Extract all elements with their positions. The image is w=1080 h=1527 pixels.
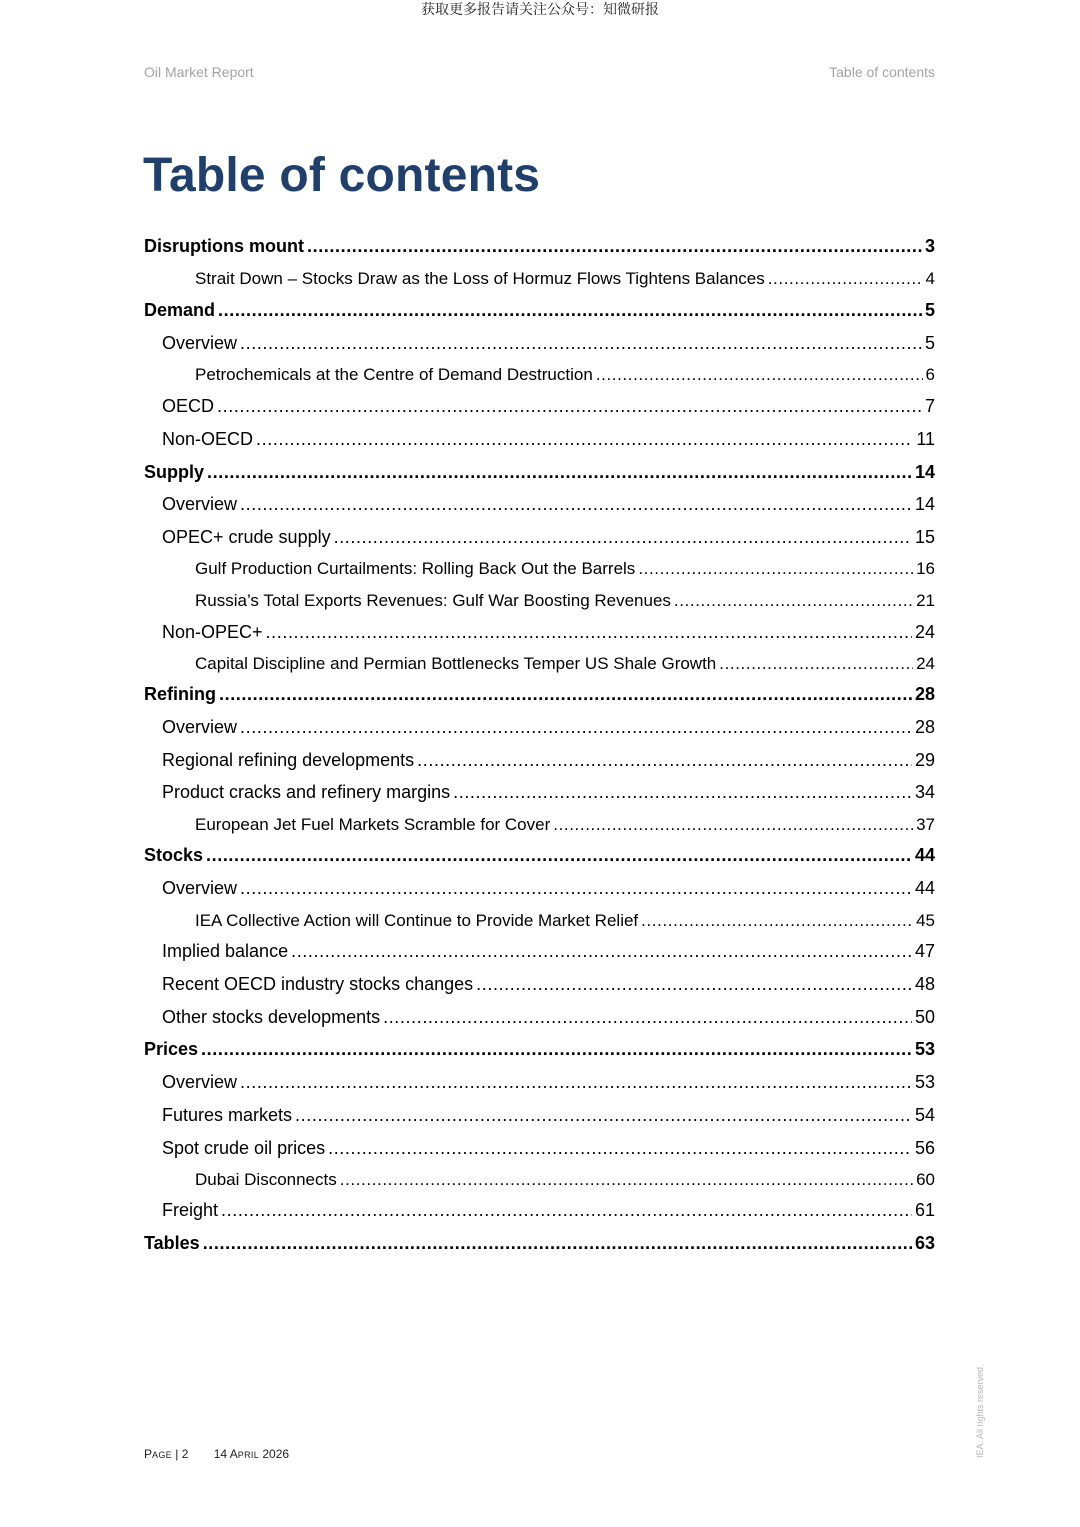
toc-entry-title: Demand — [144, 300, 216, 320]
toc-entry[interactable] — [144, 591, 935, 611]
footer-date: 14 APRIL 2026 — [213, 1447, 290, 1461]
toc-dot-leader — [240, 494, 912, 515]
toc-entry-title: Gulf Production Curtailments: Rolling Back Out the Barrels — [195, 559, 636, 578]
toc-entry-title: European Jet Fuel Markets Scramble for Cover — [195, 815, 551, 834]
toc-entry[interactable] — [144, 396, 935, 417]
toc-entry-title: Tables — [144, 1233, 200, 1253]
toc-entry[interactable] — [144, 845, 935, 866]
toc-entry-title: Disruptions mount — [144, 236, 304, 256]
toc-entry-page-number: 44 — [914, 845, 935, 865]
toc-entry-title: Petrochemicals at the Centre of Demand Destruction — [195, 365, 593, 384]
toc-dot-leader — [295, 1105, 912, 1126]
page-title: Table of contents — [143, 149, 541, 202]
toc-entry[interactable] — [144, 717, 935, 738]
toc-dot-leader — [201, 1039, 912, 1060]
toc-dot-leader — [219, 684, 912, 705]
toc-entry[interactable] — [144, 750, 935, 771]
toc-entry[interactable] — [144, 815, 935, 835]
toc-entry-page-number: 37 — [916, 815, 935, 834]
toc-entry-page-number: 3 — [924, 236, 935, 256]
toc-entry-page-number: 34 — [914, 782, 935, 802]
toc-dot-leader — [240, 717, 912, 738]
toc-entry[interactable] — [144, 1138, 935, 1159]
toc-entry-title: Overview — [162, 1072, 238, 1092]
toc-entry-page-number: 14 — [914, 494, 935, 514]
toc-dot-leader — [638, 559, 913, 579]
toc-entry[interactable] — [144, 941, 935, 962]
toc-entry-page-number: 47 — [914, 941, 935, 961]
toc-entry-title: Implied balance — [162, 941, 289, 961]
toc-dot-leader — [206, 845, 912, 866]
toc-entry-title: Stocks — [144, 845, 204, 865]
toc-entry-title: Russia’s Total Exports Revenues: Gulf War Boosting Revenues — [195, 591, 671, 610]
toc-entry-title: Overview — [162, 494, 238, 514]
toc-dot-leader — [328, 1138, 912, 1159]
toc-entry[interactable] — [144, 494, 935, 515]
toc-dot-leader — [266, 622, 912, 643]
toc-entry[interactable] — [144, 1105, 935, 1126]
toc-dot-leader — [453, 782, 912, 803]
toc-entry[interactable] — [144, 527, 935, 548]
toc-entry-page-number: 53 — [914, 1072, 935, 1092]
toc-dot-leader — [417, 750, 912, 771]
toc-entry-page-number: 60 — [916, 1170, 935, 1189]
toc-entry[interactable] — [144, 1200, 935, 1221]
top-watermark: 获取更多报告请关注公众号：知微研报 — [421, 2, 659, 18]
toc-entry[interactable] — [144, 1170, 935, 1190]
toc-entry-page-number: 14 — [914, 462, 935, 482]
toc-entry-title: IEA Collective Action will Continue to Provide Market Relief — [195, 911, 639, 930]
toc-dot-leader — [256, 429, 913, 450]
toc-entry-page-number: 16 — [916, 559, 935, 578]
toc-entry-page-number: 24 — [916, 654, 935, 673]
toc-entry-title: Dubai Disconnects — [195, 1170, 337, 1189]
toc-dot-leader — [596, 365, 923, 385]
toc-entry[interactable] — [144, 429, 935, 450]
page-footer — [144, 1447, 289, 1461]
toc-dot-leader — [240, 878, 912, 899]
toc-entry-title: Regional refining developments — [162, 750, 415, 770]
toc-entry-page-number: 48 — [914, 974, 935, 994]
toc-entry[interactable] — [144, 654, 935, 674]
toc-entry-title: Spot crude oil prices — [162, 1138, 326, 1158]
toc-dot-leader — [340, 1170, 913, 1190]
toc-dot-leader — [307, 236, 922, 257]
toc-dot-leader — [476, 974, 912, 995]
toc-entry-title: Refining — [144, 684, 216, 704]
toc-entry[interactable] — [144, 1072, 935, 1093]
toc-entry-title: Recent OECD industry stocks changes — [162, 974, 474, 994]
toc-entry-page-number: 28 — [914, 717, 935, 737]
footer-page-number: PAGE | 2 — [144, 1447, 189, 1461]
toc-dot-leader — [641, 911, 913, 931]
toc-dot-leader — [383, 1007, 912, 1028]
toc-entry-page-number: 63 — [914, 1233, 935, 1253]
toc-entry-title: Prices — [144, 1039, 199, 1059]
toc-entry-page-number: 11 — [916, 429, 935, 449]
toc-dot-leader — [240, 1072, 912, 1093]
toc-entry-page-number: 50 — [914, 1007, 935, 1027]
toc-entry[interactable] — [144, 1039, 935, 1060]
toc-entry-title: OECD — [162, 396, 215, 416]
toc-entry-title: Overview — [162, 333, 238, 353]
toc-dot-leader — [218, 300, 922, 321]
toc-entry[interactable] — [144, 269, 935, 289]
toc-entry-page-number: 61 — [914, 1200, 935, 1220]
toc-entry[interactable] — [144, 911, 935, 931]
toc-dot-leader — [207, 462, 912, 483]
toc-entry-title: OPEC+ crude supply — [162, 527, 331, 547]
toc-entry[interactable] — [144, 1233, 935, 1254]
toc-entry-page-number: 44 — [914, 878, 935, 898]
toc-entry-page-number: 29 — [914, 750, 935, 770]
toc-entry-page-number: 15 — [914, 527, 935, 547]
toc-entry[interactable] — [144, 974, 935, 995]
toc-entry-page-number: 24 — [914, 622, 935, 642]
toc-entry[interactable] — [144, 878, 935, 899]
toc-entry-title: Capital Discipline and Permian Bottlenecks Temper US Shale Growth — [195, 654, 717, 673]
toc-entry-page-number: 56 — [914, 1138, 935, 1158]
toc-entry[interactable] — [144, 365, 935, 385]
running-header-report-name: Oil Market Report — [144, 64, 254, 80]
toc-entry[interactable] — [144, 622, 935, 643]
toc-entry-title: Overview — [162, 717, 238, 737]
toc-entry-title: Futures markets — [162, 1105, 293, 1125]
toc-entry-page-number: 5 — [924, 333, 935, 353]
toc-entry-page-number: 7 — [924, 396, 935, 416]
toc-entry-page-number: 6 — [925, 365, 935, 384]
toc-dot-leader — [291, 941, 912, 962]
toc-entry-page-number: 28 — [914, 684, 935, 704]
toc-entry-title: Other stocks developments — [162, 1007, 381, 1027]
toc-dot-leader — [674, 591, 913, 611]
toc-entry[interactable] — [144, 462, 935, 483]
rights-notice: IEA. All rights reserved. — [975, 1364, 985, 1458]
toc-entry-title: Non-OPEC+ — [162, 622, 263, 642]
toc-entry-title: Overview — [162, 878, 238, 898]
toc-entry-page-number: 45 — [916, 911, 935, 930]
toc-entry-page-number: 21 — [916, 591, 935, 610]
toc-entry[interactable] — [144, 333, 935, 354]
toc-dot-leader — [768, 269, 923, 289]
toc-entry-title: Freight — [162, 1200, 219, 1220]
toc-entry-page-number: 53 — [914, 1039, 935, 1059]
toc-entry[interactable] — [144, 559, 935, 579]
toc-entry-page-number: 4 — [925, 269, 935, 288]
toc-entry[interactable] — [144, 300, 935, 321]
toc-entry[interactable] — [144, 782, 935, 803]
toc-dot-leader — [240, 333, 922, 354]
toc-dot-leader — [553, 815, 913, 835]
toc-entry-title: Non-OECD — [162, 429, 254, 449]
toc-entry-title: Strait Down – Stocks Draw as the Loss of Hormuz Flows Tightens Balances — [195, 269, 765, 288]
toc-entry[interactable] — [144, 236, 935, 257]
toc-dot-leader — [221, 1200, 912, 1221]
toc-entry[interactable] — [144, 684, 935, 705]
toc-dot-leader — [203, 1233, 912, 1254]
toc-entry-page-number: 5 — [924, 300, 935, 320]
toc-entry[interactable] — [144, 1007, 935, 1028]
toc-dot-leader — [217, 396, 922, 417]
toc-entry-title: Supply — [144, 462, 205, 482]
toc-dot-leader — [334, 527, 912, 548]
toc-entry-page-number: 54 — [914, 1105, 935, 1125]
toc-dot-leader — [719, 654, 913, 674]
toc-entry-title: Product cracks and refinery margins — [162, 782, 451, 802]
running-header-section: Table of contents — [829, 64, 935, 80]
